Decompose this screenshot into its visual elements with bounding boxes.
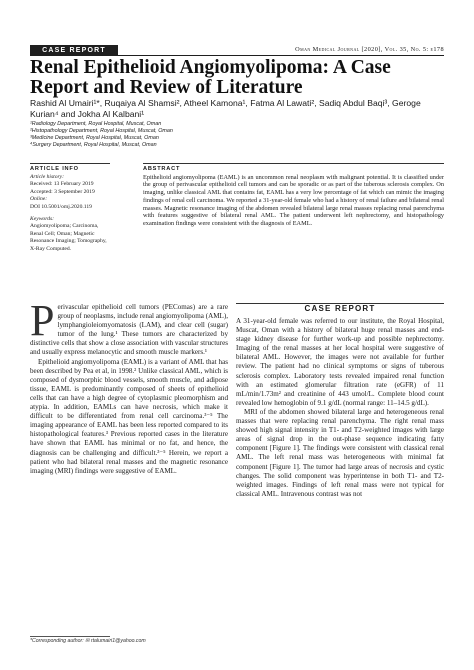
accepted-date: Accepted: 3 September 2019: [30, 188, 95, 195]
author-list: Rashid Al Umairi¹*, Ruqaiya Al Shamsi², Atheel Kamona¹, Fatma Al Lawati², Sadiq Abdul Baqi³, Geroge Kurian⁴ and Jokha Al Kalbani¹: [30, 98, 421, 119]
case-report-column: [236, 317, 444, 499]
article-info-heading: ARTICLE INFO: [30, 166, 79, 172]
keywords: Angiomyolipoma; Carcinoma, Renal Cell; Oman; Magnetic Resonance Imaging; Tomography, X-Ray Computed.: [30, 223, 107, 252]
abstract-heading: ABSTRACT: [143, 166, 181, 172]
doi-link[interactable]: DOI 10.5001/omj.2020.119: [30, 203, 92, 210]
drop-cap: P: [30, 296, 55, 345]
journal-citation: Oman Medical Journal [2020], Vol. 35, No. 5: e178: [295, 46, 444, 53]
affiliation-item: ²Histopathology Department, Royal Hospital, Muscat, Oman: [30, 128, 173, 134]
abstract-panel: [143, 166, 444, 228]
case-report-heading: CASE REPORT: [304, 304, 376, 313]
abstract-text: Epithelioid angiomyolipoma (EAML) is an uncommon renal neoplasm with malignant potential. It is classified under the group of perivascular epithelioid cell tumors and can be sporadic or as part of the tuberous sclerosis complex. On imaging, unlike classical AML that contains fat, EAML has a very low percentage of fat which can mimic the imaging findings of renal cell carcinoma. We reported a 31-year-old female who had a history of renal failure and bilateral renal masses. Magnetic resonance imaging of the abdomen revealed bilateral large renal masses replacing renal parenchyma with features suggestive of bilateral renal AML. The patient underwent left nephrectomy, and histopathology examination findings were consistent with the diagnosis of EAML.: [143, 173, 444, 227]
keywords-label: Keywords:: [30, 215, 55, 222]
affiliations: [30, 121, 444, 149]
case-paragraph-2: MRI of the abdomen showed bilateral large and heterogeneous renal masses that were replacing renal parenchyma. The right renal mass showed high signal intensity in T1- and T2-weighted images with large areas of signal drop in the out-phase sequence indicating fatty component [Figure 1]. The findings were consistent with classical renal AML. The left renal mass was heterogeneous with minimal fat component [Figure 1]. The tumor had large areas of necrosis and cystic changes. The solid component was hyperintense in both T1- and T2-weighted images. Findings of left renal mass were not typical for classical AML. Intravenous contrast was not: [236, 407, 444, 498]
footnote-rule: [30, 636, 110, 637]
affiliation-item: ³Medicine Department, Royal Hospital, Muscat, Oman: [30, 135, 159, 141]
header-rule: [30, 55, 444, 56]
affiliation-item: ⁴Surgery Department, Royal Hospital, Muscat, Oman: [30, 142, 157, 148]
doi-label: Online:: [30, 196, 48, 203]
article-title: Renal Epithelioid Angiomyolipoma: A Case Report and Review of Literature: [30, 57, 391, 98]
article-type-tag: CASE REPORT: [30, 45, 118, 56]
case-paragraph-1: A 31-year-old female was referred to our institute, the Royal Hospital, Muscat, Oman with a history of bilateral huge renal masses and end-stage kidney disease for further work-up and possible nephrectomy. Imaging of the renal masses at her local hospital were suggestive of bilateral AML. However, the images were not available for further review. The patient had no clinical symptoms or signs of tuberous sclerosis complex. Laboratory tests revealed impaired renal function with an estimated glomerular filtration rate (eGFR) of 11 mL/min/1.73m² and creatinine of 443 umol/L. Complete blood count revealed low hemoglobin of 9.1 g/dL (normal range: 11–14.5 g/dL).: [236, 317, 444, 407]
history-label: Article history:: [30, 173, 65, 180]
article-info-rule: [30, 163, 110, 164]
abstract-rule: [143, 163, 444, 164]
intro-column: [30, 296, 228, 476]
intro-paragraph-1: erivascular epithelioid cell tumors (PEComas) are a rare group of neoplasms, include renal angiomyolipoma (AML), lymphangioleiomyomatosis (LAM), and clear cell (sugar) tumor of the lung.¹ These tumors are characterized by distinctive cells that show a close association with vascular structures and usually express melanocytic and smooth muscle markers.¹: [30, 303, 228, 357]
received-date: Received: 13 February 2019: [30, 181, 94, 188]
corresponding-author-footnote[interactable]: *Corresponding author: ✉ rtalumairi1@yahoo.com: [30, 638, 146, 644]
article-info-panel: [30, 166, 110, 254]
intro-paragraph-2: Epithelioid angiomyolipoma (EAML) is a variant of AML that has been described by Pea et al, in 1998.² Unlike classical AML, which is composed of dysmorphic blood vessels, smooth muscle, and adipose tissue, EAML is predominantly composed of sheets of epithelioid cells that can have a high degree of cytoplasmic pleomorphism and atypia. In addition, EAMLs can have necrosis, which make it difficult to be differentiated from renal cell carcinoma.³⁻⁵ The imaging appearance of EAML has been less reported compared to its histopathological features.³ Previous reported cases in the literature have shown that EAML has minimal or no fat, and hence, the diagnosis can be challenging and difficult.³⁻⁵ Herein, we report a patient who had bilateral renal masses and the magnetic resonance imaging (MRI) findings were suggestive of EAML.: [30, 357, 228, 475]
affiliation-item: ¹Radiology Department, Royal Hospital, Muscat, Oman: [30, 121, 162, 127]
